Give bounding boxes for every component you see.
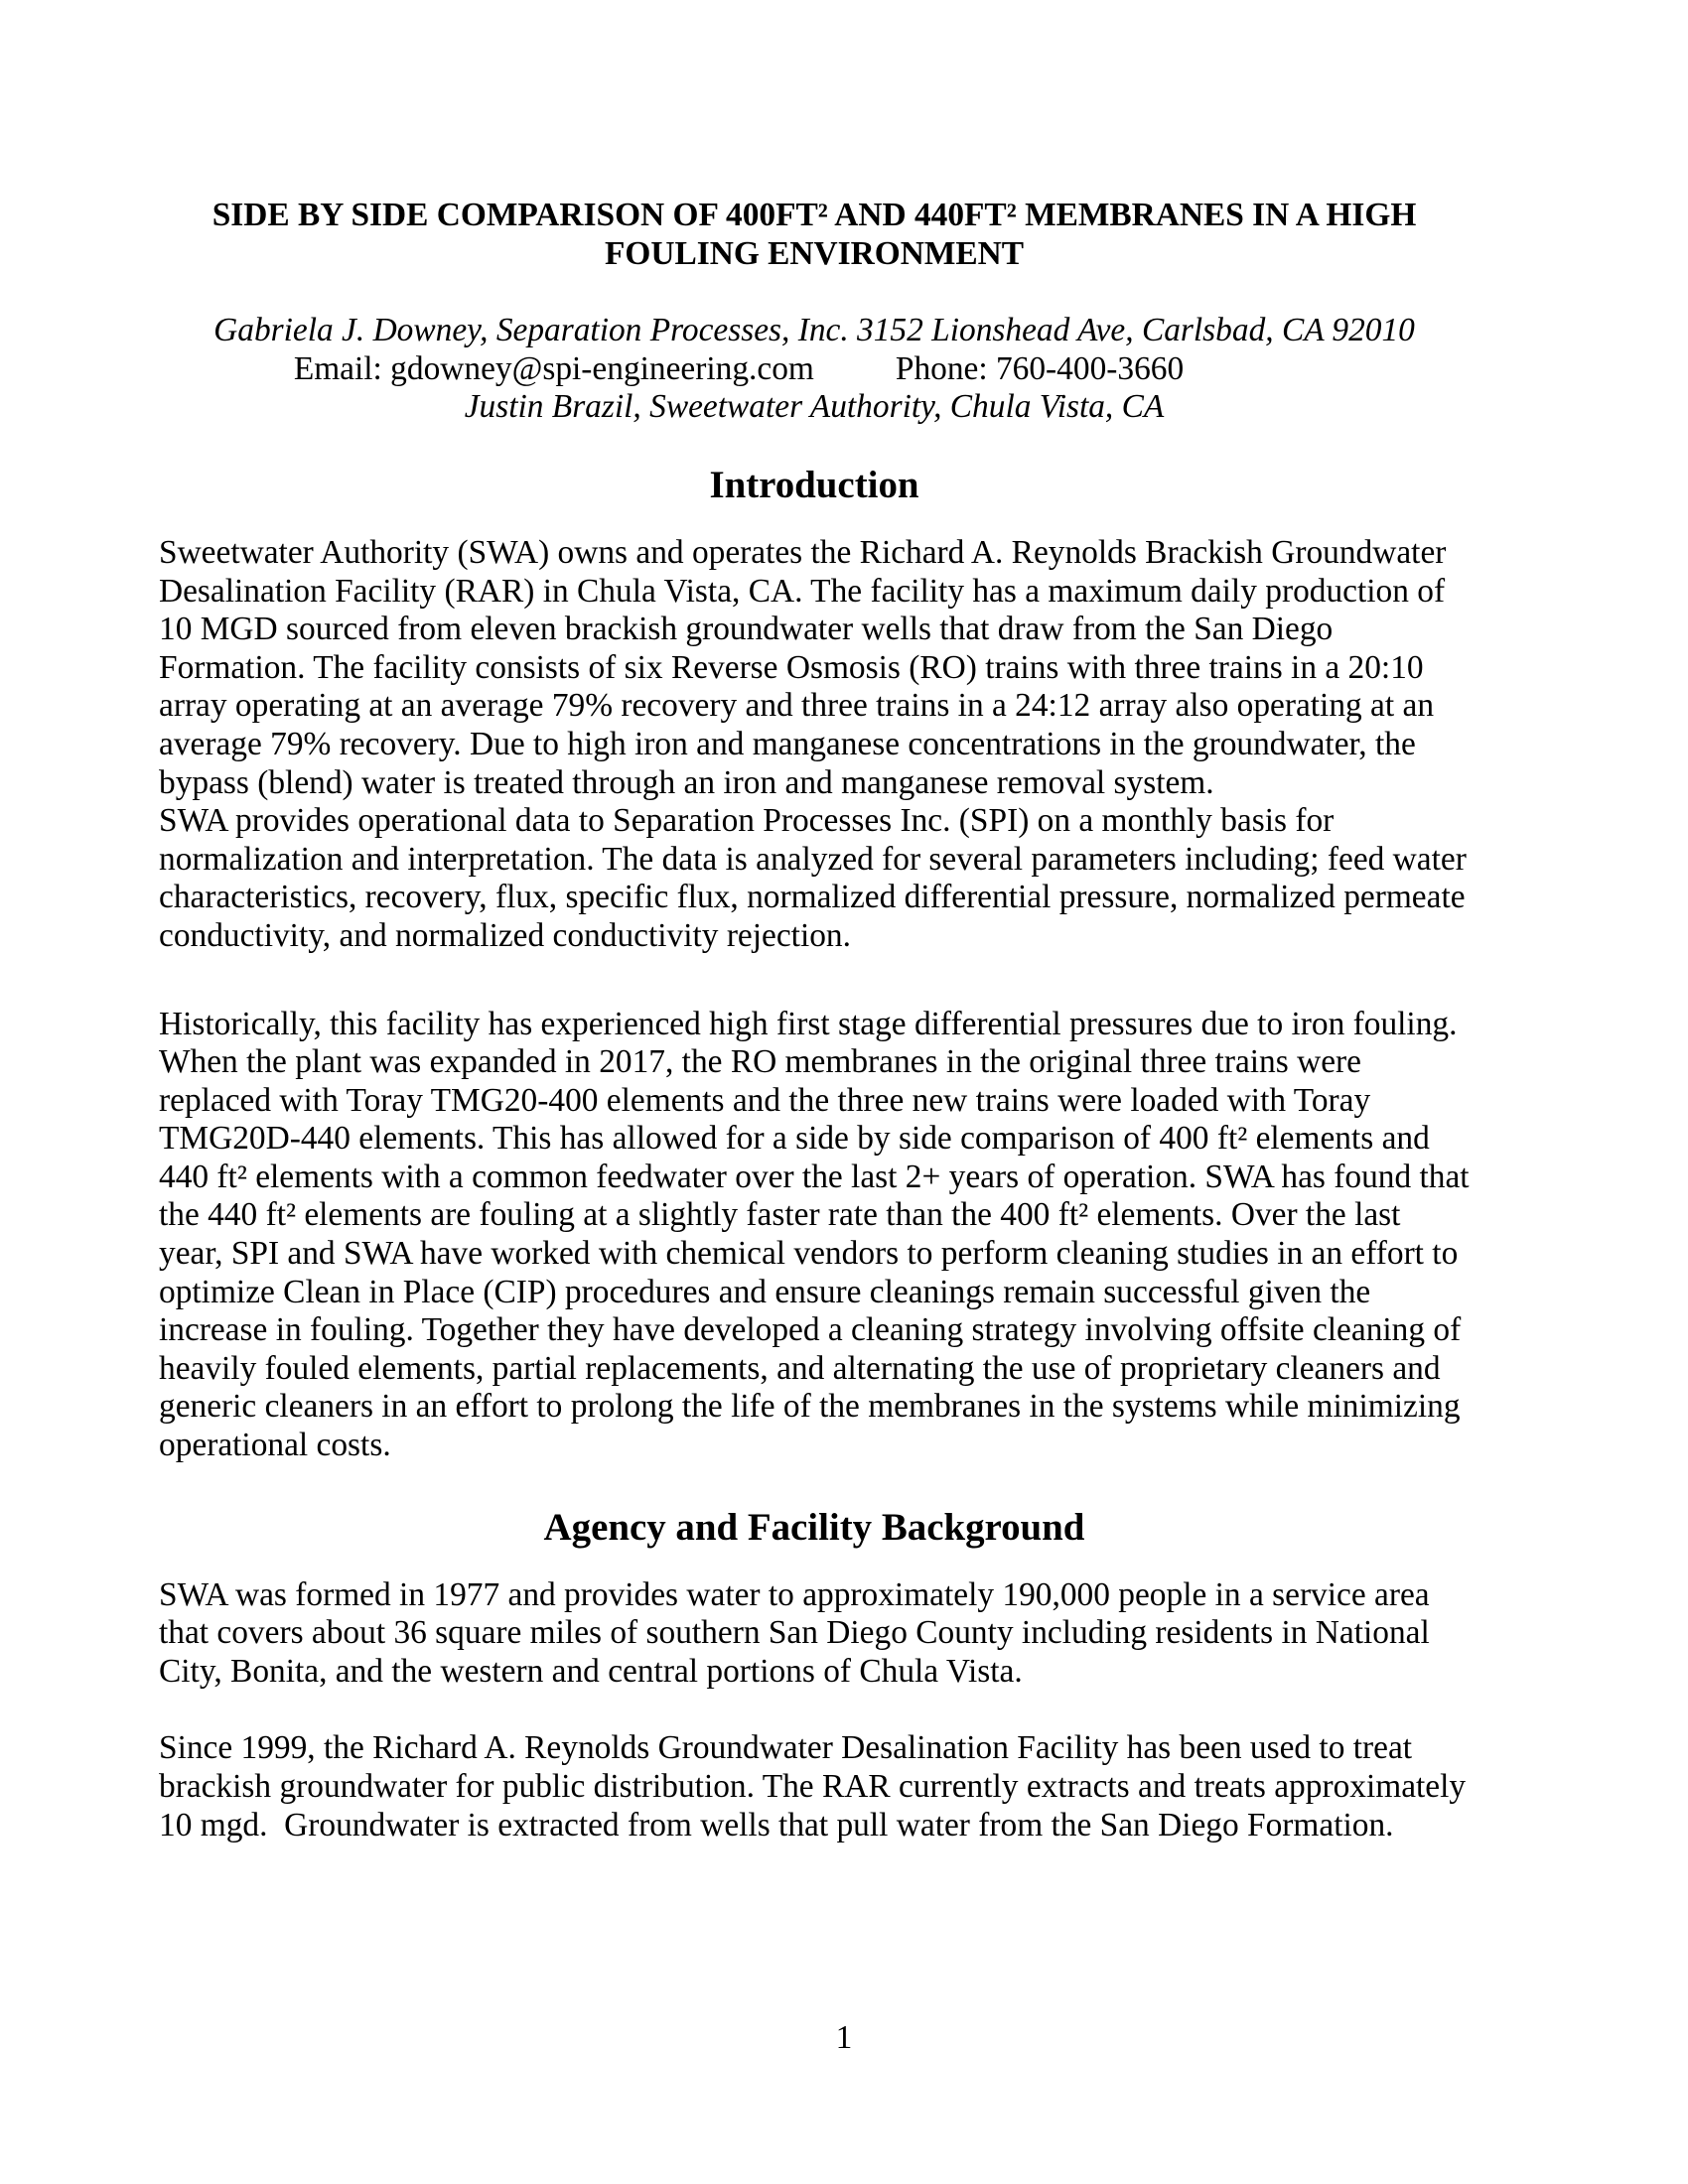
- background-paragraph-2: Since 1999, the Richard A. Reynolds Groundwater Desalination Facility has been used to treat brackish groundwater for public distribution. The RAR currently extracts and treats approximately 10 mgd. Groundwater is extracted from wells that pull water from the San Diego Formation.: [159, 1729, 1475, 1843]
- introduction-paragraph-1b: SWA provides operational data to Separation Processes Inc. (SPI) on a monthly basis for normalization and interpretation. The data is analyzed for several parameters including; feed water characteristics, recovery, flux, specific flux, normalized differential pressure, normalized permeate conductivity, and normalized conductivity rejection.: [159, 802, 1476, 954]
- author-block: [159, 312, 1470, 427]
- paper-title-line-2: FOULING ENVIRONMENT: [604, 234, 1025, 272]
- introduction-paragraph-1a: Sweetwater Authority (SWA) owns and operates the Richard A. Reynolds Brackish Groundwater Desalination Facility (RAR) in Chula Vista, CA. The facility has a maximum daily production of 10 MGD sourced from eleven brackish groundwater wells that draw from the San Diego Formation. The facility consists of six Reverse Osmosis (RO) trains with three trains in a 20:10 array operating at an average 79% recovery and three trains in a 24:12 array also operating at an average 79% recovery. Due to high iron and manganese concentrations in the groundwater, the bypass (blend) water is treated through an iron and manganese removal system.: [159, 533, 1455, 801]
- page-number: 1: [835, 2019, 853, 2056]
- author-affiliation-line: Gabriela J. Downey, Separation Processes, Inc. 3152 Lionshead Ave, Carlsbad, CA 92010: [213, 312, 1415, 349]
- paper-title: [159, 197, 1470, 273]
- page-content: [159, 197, 1477, 1844]
- background-paragraph-1: SWA was formed in 1977 and provides water to approximately 190,000 people in a service area that covers about 36 square miles of southern San Diego County including residents in National City, Bonita, and the western and central portions of Chula Vista.: [159, 1575, 1439, 1690]
- paper-title-line-1: SIDE BY SIDE COMPARISON OF 400FT² AND 440FT² MEMBRANES IN A HIGH: [211, 197, 1417, 233]
- author-phone: Phone: 760-400-3660: [895, 349, 1185, 387]
- contact-line: [83, 350, 1394, 389]
- section-heading-introduction: Introduction: [709, 463, 919, 506]
- author-email: Email: gdowney@spi-engineering.com: [293, 349, 814, 387]
- coauthor-affiliation-line: Justin Brazil, Sweetwater Authority, Chula Vista, CA: [464, 388, 1165, 426]
- section-heading-background: Agency and Facility Background: [543, 1505, 1085, 1549]
- introduction-paragraph-2: Historically, this facility has experienced high first stage differential pressures due to iron fouling. When the plant was expanded in 2017, the RO membranes in the original three trains were replaced with Toray TMG20-400 elements and the three new trains were loaded with Toray TMG20D-440 elements. This has allowed for a side by side comparison of 400 ft² elements and 440 ft² elements with a common feedwater over the last 2+ years of operation. SWA has found that the 440 ft² elements are fouling at a slightly faster rate than the 400 ft² elements. Over the last year, SPI and SWA have worked with chemical vendors to perform cleaning studies in an effort to optimize Clean in Place (CIP) procedures and ensure cleanings remain successful given the increase in fouling. Together they have developed a cleaning strategy involving offsite cleaning of heavily fouled elements, partial replacements, and alternating the use of proprietary cleaners and generic cleaners in an effort to prolong the life of the membranes in the systems while minimizing operational costs.: [159, 1005, 1477, 1464]
